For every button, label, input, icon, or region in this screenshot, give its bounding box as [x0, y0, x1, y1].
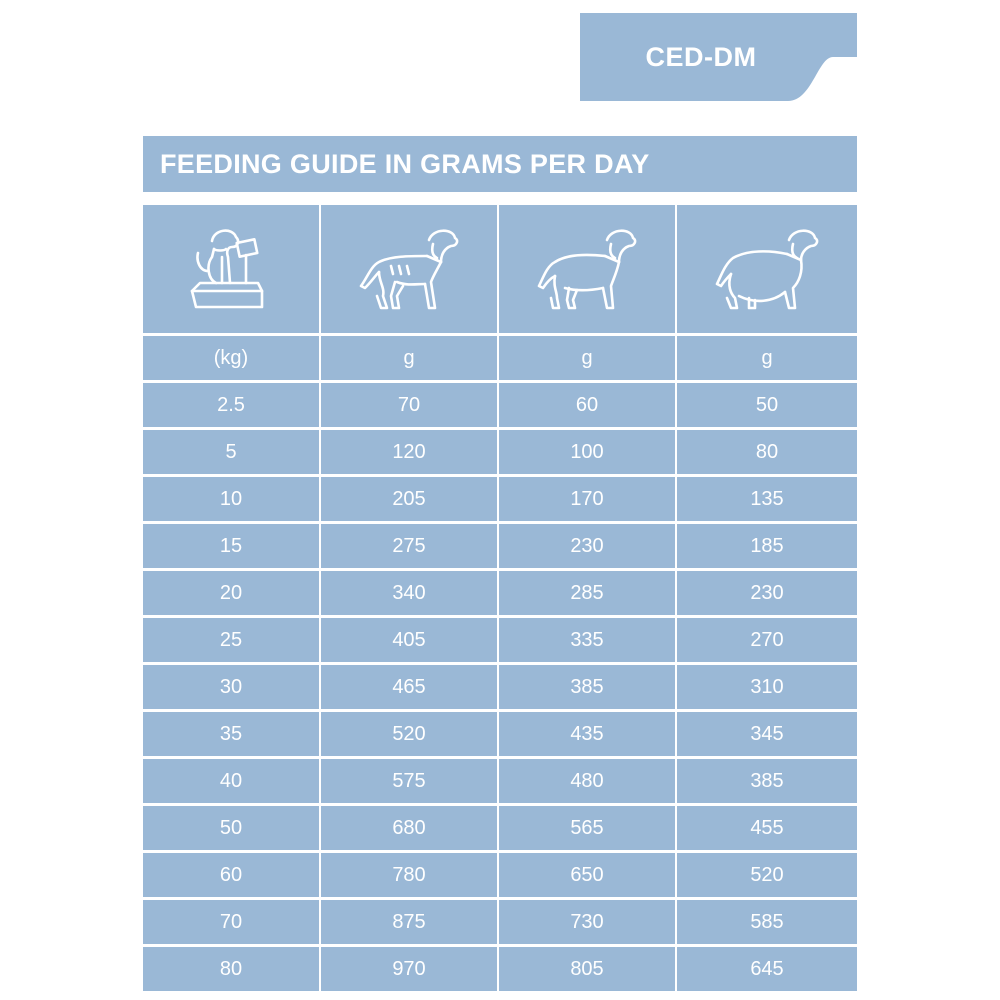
overweight-grams-cell: 310 [677, 665, 857, 709]
overweight-grams-cell: 455 [677, 806, 857, 850]
weight-cell: 30 [143, 665, 319, 709]
weight-cell: 25 [143, 618, 319, 662]
normal-grams-cell: 480 [499, 759, 675, 803]
lean-grams-cell: 780 [321, 853, 497, 897]
unit-grams: g [321, 336, 497, 380]
feeding-table [143, 205, 857, 991]
weight-cell: 2.5 [143, 383, 319, 427]
unit-weight-kg: (kg) [143, 336, 319, 380]
lean-grams-cell: 575 [321, 759, 497, 803]
normal-grams-cell: 100 [499, 430, 675, 474]
overweight-grams-cell: 345 [677, 712, 857, 756]
header-weight [143, 205, 319, 333]
header-overweight-dog [677, 205, 857, 333]
overweight-grams-cell: 185 [677, 524, 857, 568]
weight-cell: 35 [143, 712, 319, 756]
normal-grams-cell: 385 [499, 665, 675, 709]
normal-dog-icon [535, 226, 639, 312]
overweight-grams-cell: 585 [677, 900, 857, 944]
weight-cell: 5 [143, 430, 319, 474]
weight-cell: 15 [143, 524, 319, 568]
lean-grams-cell: 70 [321, 383, 497, 427]
lean-grams-cell: 970 [321, 947, 497, 991]
unit-grams: g [499, 336, 675, 380]
weight-cell: 40 [143, 759, 319, 803]
normal-grams-cell: 170 [499, 477, 675, 521]
lean-grams-cell: 120 [321, 430, 497, 474]
lean-grams-cell: 275 [321, 524, 497, 568]
normal-grams-cell: 60 [499, 383, 675, 427]
unit-grams: g [677, 336, 857, 380]
weight-cell: 20 [143, 571, 319, 615]
lean-grams-cell: 875 [321, 900, 497, 944]
normal-grams-cell: 285 [499, 571, 675, 615]
lean-grams-cell: 520 [321, 712, 497, 756]
overweight-grams-cell: 230 [677, 571, 857, 615]
feeding-guide-title: FEEDING GUIDE IN GRAMS PER DAY [143, 136, 857, 192]
overweight-grams-cell: 645 [677, 947, 857, 991]
normal-grams-cell: 650 [499, 853, 675, 897]
normal-grams-cell: 565 [499, 806, 675, 850]
dog-on-scale-icon [186, 221, 276, 317]
normal-grams-cell: 335 [499, 618, 675, 662]
lean-grams-cell: 340 [321, 571, 497, 615]
header-normal-dog [499, 205, 675, 333]
lean-grams-cell: 465 [321, 665, 497, 709]
normal-grams-cell: 435 [499, 712, 675, 756]
overweight-grams-cell: 385 [677, 759, 857, 803]
overweight-grams-cell: 135 [677, 477, 857, 521]
overweight-grams-cell: 520 [677, 853, 857, 897]
normal-grams-cell: 730 [499, 900, 675, 944]
normal-grams-cell: 230 [499, 524, 675, 568]
overweight-grams-cell: 50 [677, 383, 857, 427]
overweight-grams-cell: 80 [677, 430, 857, 474]
header-lean-dog [321, 205, 497, 333]
lean-grams-cell: 205 [321, 477, 497, 521]
lean-grams-cell: 680 [321, 806, 497, 850]
lean-grams-cell: 405 [321, 618, 497, 662]
overweight-grams-cell: 270 [677, 618, 857, 662]
weight-cell: 60 [143, 853, 319, 897]
lean-dog-icon [357, 226, 461, 312]
weight-cell: 80 [143, 947, 319, 991]
weight-cell: 50 [143, 806, 319, 850]
normal-grams-cell: 805 [499, 947, 675, 991]
overweight-dog-icon [713, 226, 821, 312]
weight-cell: 70 [143, 900, 319, 944]
product-code-tag [580, 13, 857, 101]
product-code: CED-DM [645, 41, 757, 72]
weight-cell: 10 [143, 477, 319, 521]
